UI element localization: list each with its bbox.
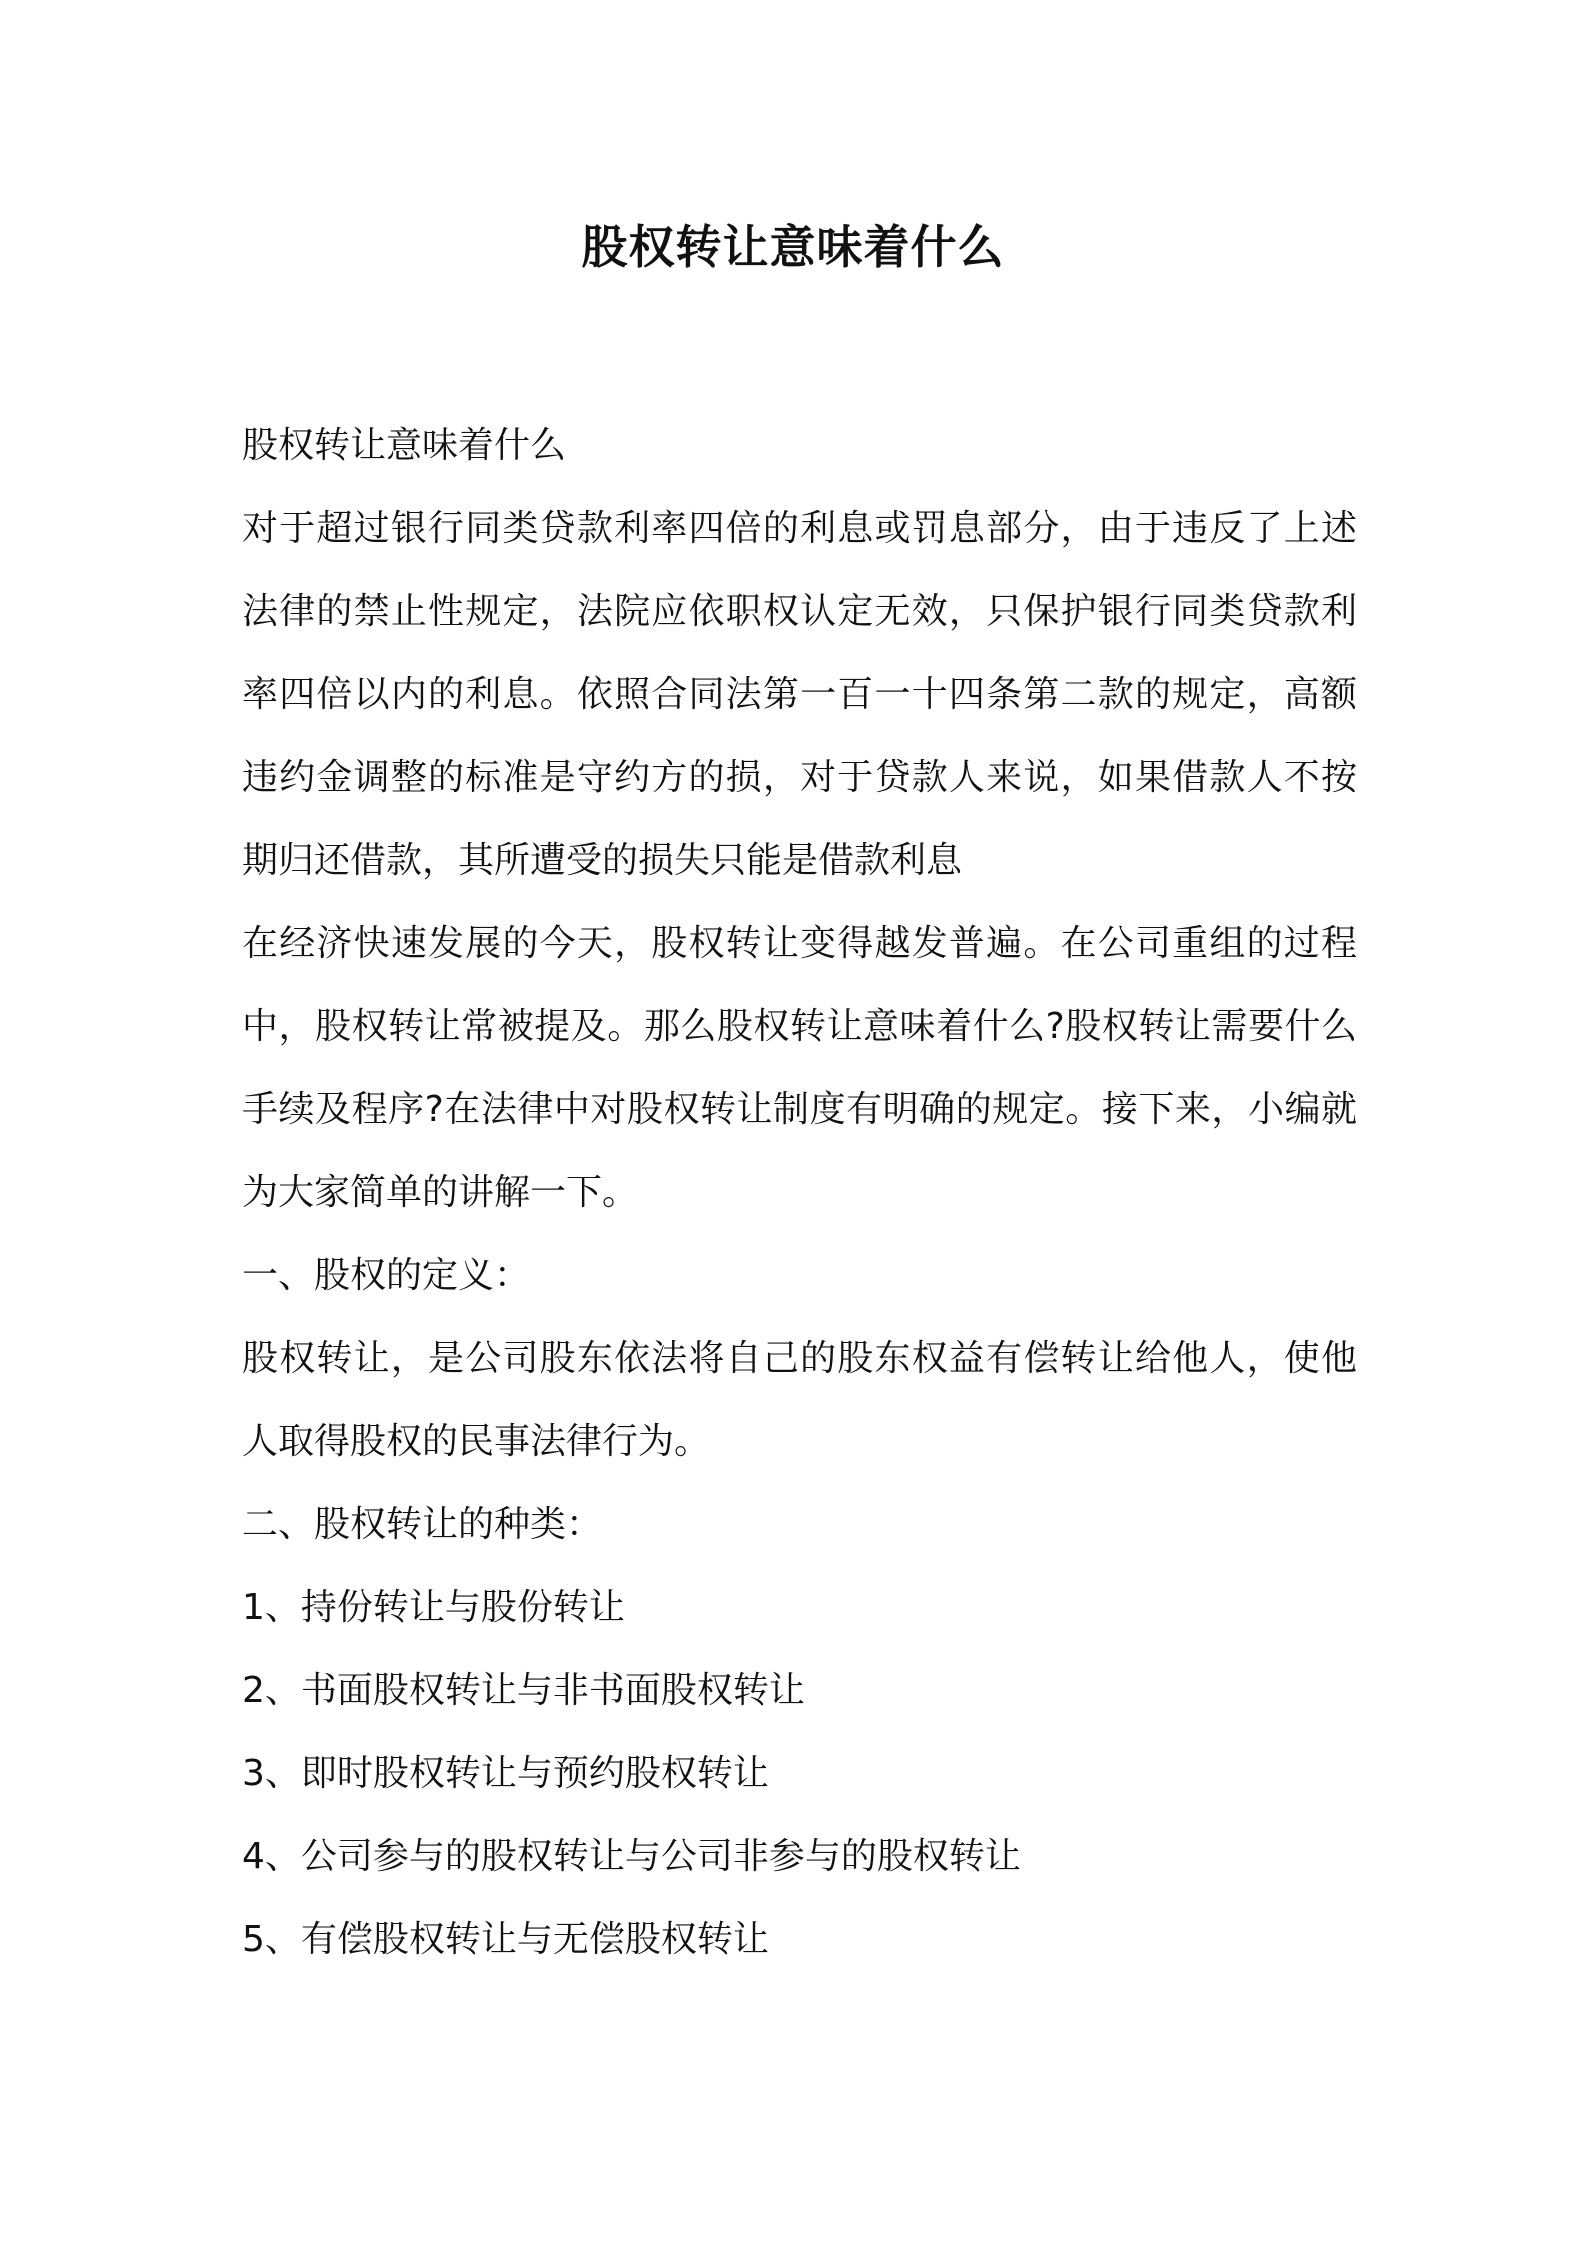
paragraph-interest: 对于超过银行同类贷款利率四倍的利息或罚息部分，由于违反了上述法律的禁止性规定，法院应依职权认定无效，只保护银行同类贷款利率四倍以内的利息。依照合同法第一百一十四条第二款的规定，高额违约金调整的标准是守约方的损，对于贷款人来说，如果借款人不按期归还借款，其所遭受的损失只能是借款利息 xyxy=(242,508,1357,881)
list-item: 4、公司参与的股权转让与公司非参与的股权转让 xyxy=(242,1836,1021,1877)
paragraph-intro: 在经济快速发展的今天，股权转让变得越发普遍。在公司重组的过程中，股权转让常被提及。那么股权转让意味着什么?股权转让需要什么手续及程序?在法律中对股权转让制度有明确的规定。接下来，小编就为大家简单的讲解一下。 xyxy=(242,923,1357,1213)
section-heading-definition: 一、股权的定义： xyxy=(242,1255,531,1296)
list-item: 3、即时股权转让与预约股权转让 xyxy=(242,1753,769,1794)
document-title: 股权转让意味着什么 xyxy=(581,220,1005,274)
document-body xyxy=(242,404,1357,1981)
paragraph-definition: 股权转让，是公司股东依法将自己的股东权益有偿转让给他人，使他人取得股权的民事法律行为。 xyxy=(242,1338,1357,1462)
paragraph-subtitle: 股权转让意味着什么 xyxy=(242,425,567,466)
section-heading-types: 二、股权转让的种类： xyxy=(242,1504,603,1545)
list-item: 5、有偿股权转让与无偿股权转让 xyxy=(242,1919,769,1960)
list-item: 1、持份转让与股份转让 xyxy=(242,1587,625,1628)
list-item: 2、书面股权转让与非书面股权转让 xyxy=(242,1670,805,1711)
